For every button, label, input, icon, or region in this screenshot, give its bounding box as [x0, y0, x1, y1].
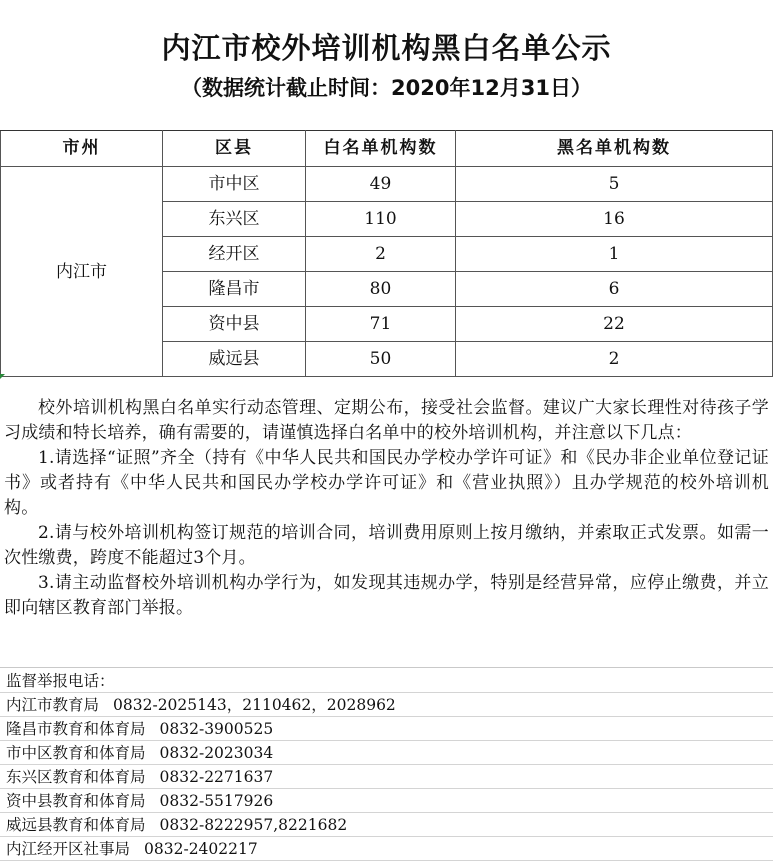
contact-row: [0, 717, 773, 741]
contact-org: 市中区教育和体育局: [6, 744, 146, 762]
title-block: [0, 0, 773, 130]
blacklist-count-cell: 2: [456, 342, 773, 377]
notice-item-2: 2.请与校外培训机构签订规范的培训合同，培训费用原则上按月缴纳，并索取正式发票。如需一次性缴费，跨度不能超过3个月。: [4, 523, 769, 568]
blacklist-count-cell: 16: [456, 202, 773, 237]
contact-phone: 0832-5517926: [159, 792, 274, 810]
contacts-section: [0, 669, 773, 861]
contact-phone: 0832-3900525: [159, 720, 274, 738]
notice-section: [0, 376, 773, 668]
header-blacklist-count: 黑名单机构数: [456, 131, 773, 167]
contact-org: 内江市教育局: [6, 696, 100, 714]
district-cell: 东兴区: [163, 202, 306, 237]
whitelist-count-cell: 50: [306, 342, 456, 377]
whitelist-count-cell: 71: [306, 307, 456, 342]
contact-org: 资中县教育和体育局: [6, 792, 146, 810]
city-cell: 内江市: [1, 167, 163, 377]
page-subtitle: （数据统计截止时间：2020年12月31日）: [181, 76, 592, 100]
table-row: [1, 167, 773, 202]
header-city: 市州: [1, 131, 163, 167]
district-cell: 隆昌市: [163, 272, 306, 307]
contact-org: 内江经开区社事局: [6, 840, 131, 858]
blacklist-count-cell: 22: [456, 307, 773, 342]
whitelist-count-cell: 2: [306, 237, 456, 272]
district-cell: 市中区: [163, 167, 306, 202]
header-district: 区县: [163, 131, 306, 167]
contact-phone: 0832-2271637: [159, 768, 274, 786]
whitelist-count-cell: 110: [306, 202, 456, 237]
stats-table: [0, 130, 773, 377]
contact-phone: 0832-2025143，2110462，2028962: [113, 696, 396, 714]
whitelist-count-cell: 49: [306, 167, 456, 202]
district-cell: 经开区: [163, 237, 306, 272]
header-whitelist-count: 白名单机构数: [306, 131, 456, 167]
contact-phone: 0832-8222957,8221682: [159, 816, 348, 834]
notice-item-1: 1.请选择“证照”齐全（持有《中华人民共和国民办学校办学许可证》和《民办非企业单位登记证书》或者持有《中华人民共和国民办学校办学许可证》和《营业执照》）且办学规范的校外培训机构。: [4, 448, 769, 518]
contacts-heading: 监督举报电话：: [0, 669, 773, 693]
contact-phone: 0832-2023034: [159, 744, 274, 762]
contact-row: [0, 765, 773, 789]
contact-row: [0, 813, 773, 837]
blacklist-count-cell: 1: [456, 237, 773, 272]
blacklist-count-cell: 5: [456, 167, 773, 202]
contact-row: [0, 693, 773, 717]
contact-row: [0, 837, 773, 861]
contact-row: [0, 789, 773, 813]
notice-intro: 校外培训机构黑白名单实行动态管理、定期公布，接受社会监督。建议广大家长理性对待孩子学习成绩和特长培养，确有需要的，请谨慎选择白名单中的校外培训机构，并注意以下几点：: [4, 398, 769, 443]
district-cell: 资中县: [163, 307, 306, 342]
notice-item-3: 3.请主动监督校外培训机构办学行为，如发现其违规办学，特别是经营异常，应停止缴费，并立即向辖区教育部门举报。: [4, 573, 769, 618]
district-cell: 威远县: [163, 342, 306, 377]
contact-org: 东兴区教育和体育局: [6, 768, 146, 786]
blacklist-count-cell: 6: [456, 272, 773, 307]
contact-row: [0, 741, 773, 765]
contact-phone: 0832-2402217: [144, 840, 258, 858]
whitelist-count-cell: 80: [306, 272, 456, 307]
contact-org: 威远县教育和体育局: [6, 816, 146, 834]
contact-org: 隆昌市教育和体育局: [6, 720, 146, 738]
table-header-row: [1, 131, 773, 167]
page-title: 内江市校外培训机构黑白名单公示: [161, 31, 612, 65]
